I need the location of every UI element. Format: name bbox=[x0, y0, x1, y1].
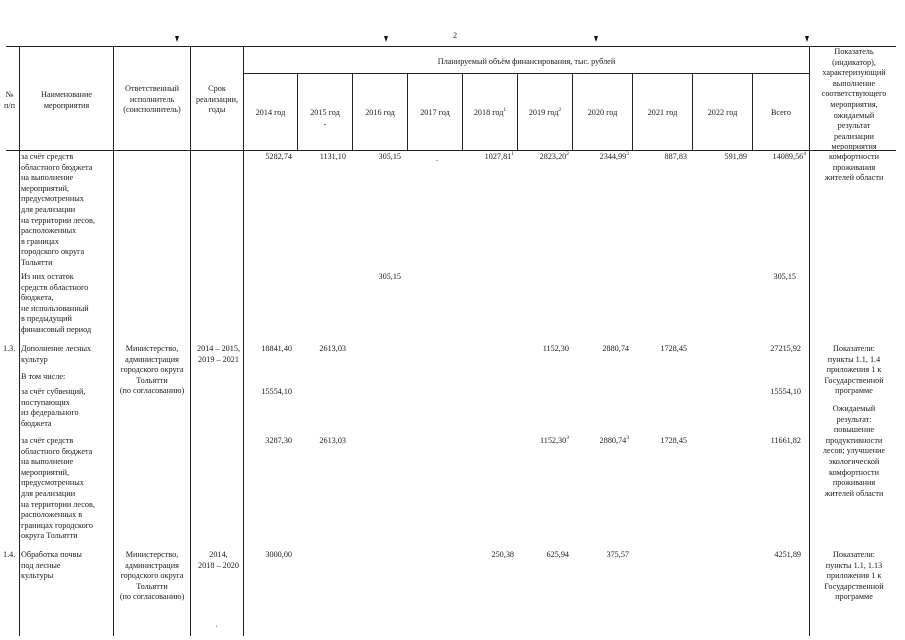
row13-sub-regional: за счёт средств областного бюджета на выполнение мероприятий, предусмотренных для реализации на территории лесов, расположенных в границах городского округа Тольятти bbox=[21, 436, 95, 541]
row13-regional-2019: 1152,30$^3$ bbox=[539, 435, 569, 445]
block1-mark-2017: . bbox=[436, 154, 439, 163]
header-year-2016: 2016 год bbox=[365, 108, 395, 117]
block1-value-2022: 591,89 bbox=[724, 152, 747, 161]
block1-description: за счёт средств областного бюджета на выполнение мероприятий, предусмотренных для реализации на территории лесов, расположенных в границах городского округа Тольятти bbox=[21, 152, 95, 267]
header-year-2014: 2014 год bbox=[255, 108, 286, 117]
row13-regional-2021: 1728,45 bbox=[660, 436, 687, 445]
row13-value-2021: 1728,45 bbox=[660, 344, 687, 353]
row14-indicator: Показатели: пункты 1.1, 1.13 приложения 1 к Государственной программе bbox=[824, 550, 884, 602]
row14-value-2020: 375,57 bbox=[606, 550, 629, 559]
block1-value-2020: 2344,99$^3$ bbox=[599, 151, 629, 161]
header-term: Срок реализации, годы bbox=[195, 84, 239, 115]
header-total: Всего bbox=[770, 108, 792, 117]
row13-regional-2014: 3287,30 bbox=[265, 436, 292, 445]
header-year-2015: 2015 год bbox=[310, 108, 340, 117]
row13-regional-2015: 2613,03 bbox=[319, 436, 346, 445]
row13-name: Дополнение лесных культур bbox=[21, 344, 92, 364]
row13-value-2020: 2880,74 bbox=[602, 344, 629, 353]
header-num: № п/п bbox=[3, 90, 16, 110]
row13-responsible: Министерство, администрация городского округа Тольятти (по согласованию) bbox=[119, 344, 185, 396]
header-financing: Планируемый объём финансирования, тыс. рублей bbox=[437, 57, 616, 66]
header-year-2022: 2022 год bbox=[707, 108, 738, 117]
block2-description: Из них остаток средств областного бюджета, не использованный в предыдущий финансовый период bbox=[21, 272, 92, 334]
scan-mark bbox=[384, 36, 388, 42]
row13-num: 1.3. bbox=[3, 344, 16, 353]
row14-term: 2014, 2018 – 2020 bbox=[198, 550, 239, 570]
header-dash: - bbox=[323, 120, 327, 129]
header-name: Наименование мероприятия bbox=[40, 90, 92, 110]
block1-indicator: комфортности проживания жителей области bbox=[824, 152, 884, 183]
row14-num: 1.4. bbox=[3, 550, 16, 559]
row14-value-2019: 625,94 bbox=[546, 550, 569, 559]
row13-indicator: Показатели: пункты 1.1, 1.4 приложения 1 к Государственной программе bbox=[824, 344, 884, 396]
row13-expected-result: Ожидаемый результат: повышение продуктивности лесов; улучшение экологической комфортности проживания жителей области bbox=[822, 404, 886, 498]
header-responsible: Ответственный исполнитель (соисполнитель) bbox=[123, 84, 181, 115]
row13-regional-total: 11661,82 bbox=[770, 436, 801, 445]
row13-federal-total: 15554,10 bbox=[770, 387, 801, 396]
row14-value-total: 4251,89 bbox=[774, 550, 801, 559]
row13-term: 2014 – 2015, 2019 – 2021 bbox=[197, 344, 240, 364]
block2-value-2016: 305,15 bbox=[378, 272, 401, 281]
scan-mark bbox=[594, 36, 598, 42]
block1-value-2014: 5282,74 bbox=[265, 152, 292, 161]
header-year-2019: 2019 год$^2$ bbox=[528, 107, 562, 117]
scan-speck: ' bbox=[216, 624, 218, 633]
block1-value-2015: 1131,10 bbox=[319, 152, 346, 161]
row14-responsible: Министерство, администрация городского округа Тольятти (по согласованию) bbox=[119, 550, 185, 602]
block1-value-2019: 2823,20$^2$ bbox=[539, 151, 569, 161]
block1-value-2016: 305,15 bbox=[378, 152, 401, 161]
row13-value-2014: 18841,40 bbox=[261, 344, 292, 353]
row13-sub-federal: за счёт субвенций, поступающих из федерального бюджета bbox=[21, 387, 86, 428]
header-year-2020: 2020 год bbox=[587, 108, 618, 117]
row13-regional-2020: 2880,74$^3$ bbox=[599, 435, 629, 445]
row13-value-total: 27215,92 bbox=[770, 344, 801, 353]
block1-value-2018: 1027,81$^1$ bbox=[484, 151, 514, 161]
header-year-2021: 2021 год bbox=[647, 108, 678, 117]
row13-value-2019: 1152,30 bbox=[542, 344, 569, 353]
row13-federal-2014: 15554,10 bbox=[261, 387, 292, 396]
row13-incl: В том числе: bbox=[21, 372, 66, 381]
header-indicator: Показатель (индикатор), характеризующий выполнение соответствующего мероприятия, ожидаемый результат реализации мероприятия bbox=[821, 47, 887, 152]
row14-value-2018: 250,38 bbox=[491, 550, 514, 559]
block2-value-total: 305,15 bbox=[773, 272, 796, 281]
page-number: 2 bbox=[452, 31, 458, 40]
header-year-2017: 2017 год bbox=[420, 108, 450, 117]
block1-value-total: 14089,56$^4$ bbox=[772, 151, 806, 161]
header-year-2018: 2018 год$^1$ bbox=[473, 107, 507, 117]
row14-value-2014: 3000,00 bbox=[265, 550, 292, 559]
scan-mark bbox=[175, 36, 179, 42]
scan-mark bbox=[805, 36, 809, 42]
block1-value-2021: 887,83 bbox=[664, 152, 687, 161]
row13-value-2015: 2613,03 bbox=[319, 344, 346, 353]
row14-name: Обработка почвы под лесные культуры bbox=[21, 550, 82, 581]
